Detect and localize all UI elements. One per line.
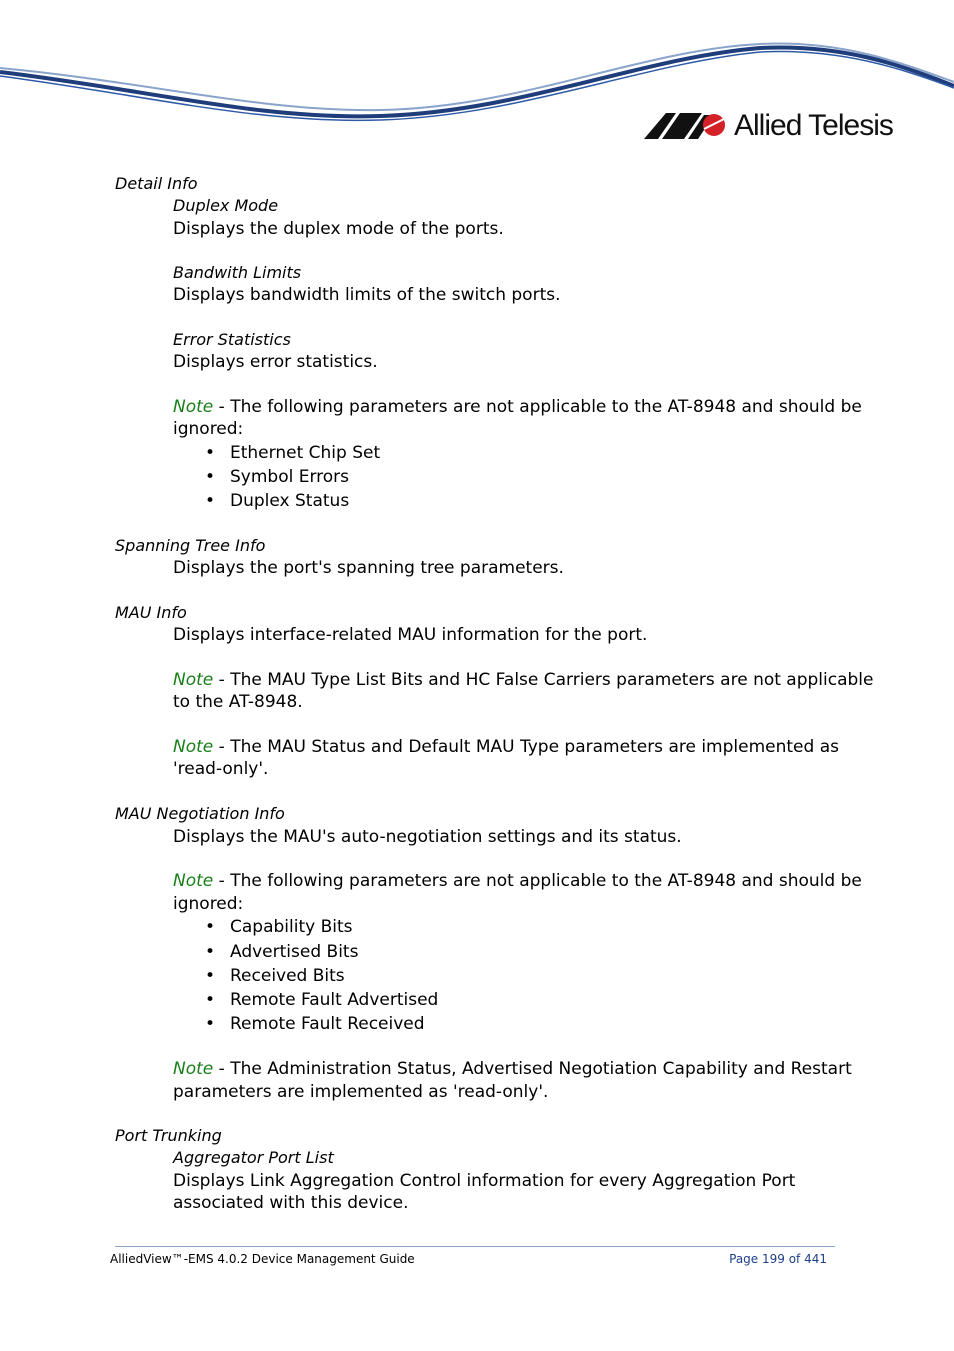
mau-note-2: Note - The MAU Status and Default MAU Type parameters are implemented as — [173, 737, 839, 757]
error-statistics-title: Error Statistics — [173, 330, 291, 349]
list-item: • Received Bits — [205, 966, 345, 986]
detail-note-cont: ignored: — [173, 419, 244, 439]
footer-title: AlliedView™-EMS 4.0.2 Device Management Guide — [110, 1252, 415, 1266]
aggregator-text: Displays Link Aggregation Control information for every Aggregation Port — [173, 1171, 796, 1191]
list-item: • Ethernet Chip Set — [205, 443, 381, 463]
aggregator-title: Aggregator Port List — [173, 1148, 334, 1167]
spanning-tree-text: Displays the port's spanning tree parameters. — [173, 558, 564, 578]
list-item: • Symbol Errors — [205, 467, 350, 487]
list-item: • Duplex Status — [205, 491, 350, 511]
note-text: - The following parameters are not applicable to the AT-8948 and should be — [213, 397, 862, 417]
note-label: Note — [173, 1059, 214, 1079]
duplex-mode-title: Duplex Mode — [173, 196, 279, 215]
mau-info-text: Displays interface-related MAU information for the port. — [173, 625, 648, 645]
port-trunking-heading: Port Trunking — [115, 1126, 222, 1145]
note-label: Note — [173, 670, 214, 690]
mau-neg-note-1: Note - The following parameters are not applicable to the AT-8948 and should be — [173, 871, 862, 891]
allied-telesis-logo — [644, 108, 893, 144]
logo-text: Allied Telesis — [734, 109, 893, 142]
duplex-mode-text: Displays the duplex mode of the ports. — [173, 219, 504, 239]
page-number: Page 199 of 441 — [729, 1252, 827, 1266]
list-item: • Advertised Bits — [205, 942, 359, 962]
mau-note-1-cont: to the AT-8948. — [173, 692, 303, 712]
list-item: • Remote Fault Advertised — [205, 990, 439, 1010]
logo-mark-icon — [644, 113, 726, 139]
mau-note-1: Note - The MAU Type List Bits and HC False Carriers parameters are not applicable — [173, 670, 874, 690]
page-header — [0, 0, 954, 160]
mau-neg-note-2-cont: parameters are implemented as 'read-only'. — [173, 1082, 549, 1102]
note-label: Note — [173, 737, 214, 757]
mau-note-2-cont: 'read-only'. — [173, 759, 269, 779]
detail-note — [173, 396, 862, 418]
note-label: Note — [173, 397, 214, 417]
note-label: Note — [173, 871, 214, 891]
mau-neg-note-2: Note - The Administration Status, Advertised Negotiation Capability and Restart — [173, 1059, 852, 1079]
mau-neg-note-1-cont: ignored: — [173, 894, 244, 914]
spanning-tree-heading: Spanning Tree Info — [115, 536, 266, 555]
list-item: • Capability Bits — [205, 917, 353, 937]
error-statistics-text: Displays error statistics. — [173, 352, 378, 372]
mau-negotiation-heading: MAU Negotiation Info — [115, 804, 285, 823]
list-item: • Remote Fault Received — [205, 1014, 425, 1034]
bandwidth-limits-title: Bandwith Limits — [173, 263, 302, 282]
footer-divider — [115, 1246, 835, 1247]
bandwidth-limits-text: Displays bandwidth limits of the switch ports. — [173, 285, 561, 305]
mau-negotiation-text: Displays the MAU's auto-negotiation settings and its status. — [173, 827, 682, 847]
aggregator-text-cont: associated with this device. — [173, 1193, 409, 1213]
detail-info-heading: Detail Info — [115, 174, 198, 193]
mau-info-heading: MAU Info — [115, 603, 187, 622]
